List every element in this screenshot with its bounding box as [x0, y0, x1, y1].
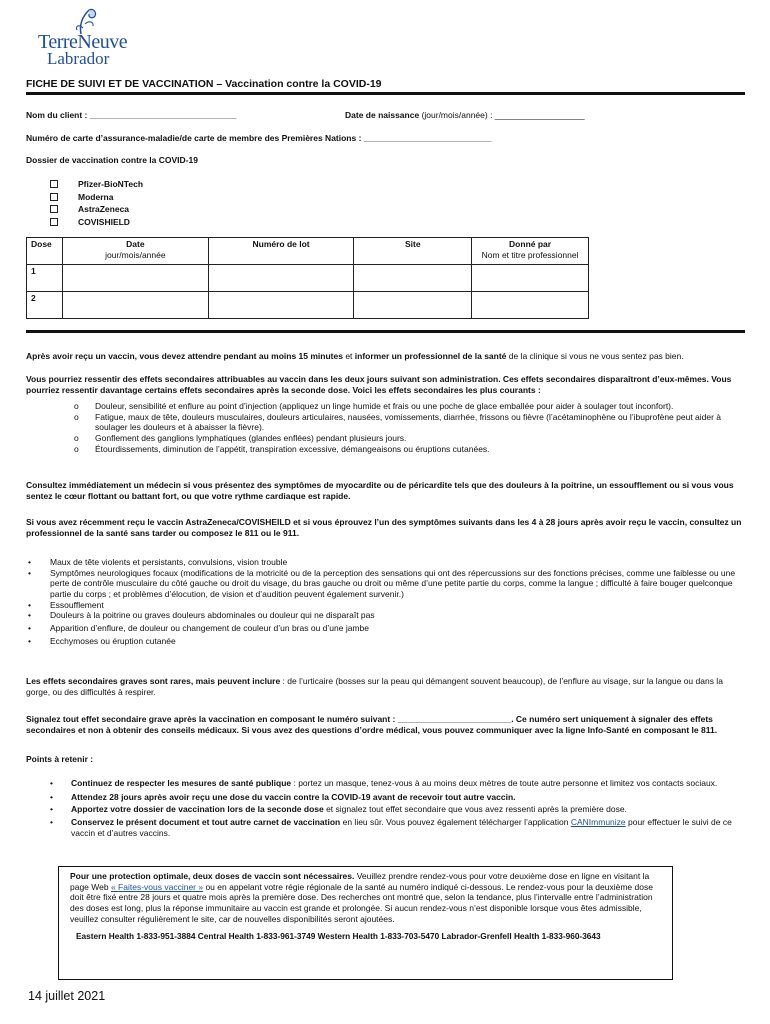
dose-number: 2	[27, 292, 63, 319]
list-item: • Maux de tête violents et persistants, convulsions, vision trouble	[28, 557, 288, 567]
vaccination-record-heading: Dossier de vaccination contre la COVID-19	[26, 155, 198, 165]
table-row	[27, 292, 589, 319]
list-item: • Continuez de respecter les mesures de santé publique : portez un masque, tenez-vous à au moins deux mètres de toute autre personne et limitez vos contacts sociaux.	[50, 778, 718, 788]
list-item: • Ecchymoses ou éruption cutanée	[28, 636, 176, 647]
list-item: o Gonflement des ganglions lymphatiques (glandes enflées) pendant plusieurs jours.	[74, 432, 407, 443]
date-cell[interactable]	[62, 265, 208, 292]
report-paragraph: Signalez tout effet secondaire grave après la vaccination en composant le numéro suivant : ________________________. Ce numéro sert uniquement à signaler des effets secondaires et non à obtenir des conseils médicaux. Si vous avez des questions d’ordre médical, vous pouvez communiquer avec la ligne Info-Santé en composant le 811.	[26, 714, 718, 735]
header-lot: Numéro de lot	[208, 238, 354, 265]
symptoms-list	[26, 557, 748, 647]
notice-text: Pour une protection optimale, deux doses de vaccin sont nécessaires. Veuillez prendre rendez-vous pour votre deuxième dose en ligne en visitant la page Web « Faites-vous vacciner » ou en appelant votre régie régionale de la santé au numéro indiqué ci-dessous. Le rendez-vous pour la deuxième dose doit être fixé entre 28 jours et quatre mois après la première dose. Des recherches ont montré que, selon la tendance, plus l’intervalle entre l’administration des doses est long, plus la réponse immunitaire au vaccin est grande et prolongée. Si aucun rendez-vous n’est disponible lorsque vous êtes admissible, veuillez consulter régulièrement le site, car de nouvelles disponibilités seront ajoutées.	[70, 871, 653, 924]
dob-format: (jour/mois/année) : ___________________	[421, 110, 585, 120]
list-item: o Étourdissements, diminution de l’appétit, transpiration excessive, démangeaisons ou éruptions cutanées.	[74, 443, 490, 454]
vaccine-option[interactable]	[50, 178, 143, 191]
points-heading: Points à retenir :	[26, 754, 94, 764]
list-item: • Attendez 28 jours après avoir reçu une dose du vaccin contre la COVID-19 avant de recevoir tout autre vaccin.	[50, 791, 516, 802]
header-given-by: Donné par Nom et titre professionnel	[472, 238, 589, 265]
vaccine-option[interactable]	[50, 203, 143, 216]
astrazeneca-paragraph: Si vous avez récemment reçu le vaccin AstraZeneca/COVISHEILD et si vous éprouvez l’un des symptômes suivants dans les 4 à 28 jours après avoir reçu le vaccin, consultez un professionnel de la santé sans tarder ou composez le 811 ou le 911.	[26, 517, 742, 538]
canimmunize-link[interactable]: CANImmunize	[570, 816, 626, 827]
myocarditis-paragraph: Consultez immédiatement un médecin si vous présentez des symptômes de myocardite ou de péricardite tels que des douleurs à la poitrine, un essoufflement ou si vous vous sentez le cœur flottant ou battant fort, ou que votre rythme cardiaque est rapide.	[26, 480, 734, 501]
checkbox-icon[interactable]	[50, 205, 58, 213]
list-item: • Symptômes neurologiques focaux (modifications de la motricité ou de la perception des sensations qui ont des répercussions sur des fonctions précises, comme une faiblesse ou une perte de contrôle musculaire du côté gauche ou droit du visage, du bras gauche ou droit ou même d’une petite partie du corps, comme la langue ; difficulté à faire bouger quelconque partie du corps ; et problèmes d’élocution, de vision et d’audition peuvent également survenir.)	[28, 567, 736, 599]
list-item: o Douleur, sensibilité et enflure au point d’injection (appliquez un linge humide et frais ou une poche de glace emballée pour aider à soulager tout inconfort).	[74, 401, 674, 411]
logo-line2: Labrador	[47, 49, 110, 68]
site-cell[interactable]	[354, 292, 472, 319]
given-by-cell[interactable]	[472, 265, 589, 292]
vaccine-label: Pfizer-BioNTech	[78, 178, 144, 189]
header-dose: Dose	[27, 238, 63, 265]
province-logo	[33, 6, 138, 68]
regional-health-phones: Eastern Health 1-833-951-3884 Central Health 1-833-961-3749 Western Health 1-833-703-5470 Labrador-Grenfell Health 1-833-960-3643	[76, 931, 601, 942]
get-vaccinated-link[interactable]: « Faites-vous vacciner »	[110, 881, 204, 892]
header-date: Date jour/mois/année	[62, 238, 208, 265]
logo-line1: TerreNeuve	[38, 31, 128, 53]
vaccine-option[interactable]	[50, 191, 143, 204]
list-item: • Essoufflement	[28, 599, 104, 610]
lot-cell[interactable]	[208, 265, 354, 292]
table-header-row	[27, 238, 589, 265]
table-row	[27, 265, 589, 292]
title-rule	[26, 92, 745, 95]
list-item: • Apportez votre dossier de vaccination lors de la seconde dose et signalez tout effet secondaire que vous avez ressenti après la première dose.	[50, 804, 627, 815]
client-name-field[interactable]: Nom du client : _______________________________	[26, 110, 237, 120]
header-site: Site	[354, 238, 472, 265]
dob-label: Date de naissance	[345, 110, 420, 120]
vaccine-option[interactable]	[50, 216, 143, 229]
list-item: • Apparition d’enflure, de douleur ou changement de couleur d’un bras ou d’une jambe	[28, 622, 369, 633]
dose-number: 1	[27, 265, 63, 292]
document-title: FICHE DE SUIVI ET DE VACCINATION – Vaccination contre la COVID-19	[26, 78, 382, 90]
dose-table	[26, 237, 589, 319]
health-card-field[interactable]: Numéro de carte d’assurance-maladie/de carte de membre des Premières Nations : ___________________________	[26, 133, 492, 143]
common-side-effects-list	[26, 401, 748, 454]
second-dose-notice	[58, 866, 673, 980]
list-item: • Conservez le présent document et tout autre carnet de vaccination en lieu sûr. Vous pouvez également télécharger l’application CANImmunize pour effectuer le suivi de ce vaccin et d’autres vaccins.	[50, 816, 732, 838]
side-effects-paragraph: Vous pourriez ressentir des effets secondaires attribuables au vaccin dans les deux jours suivant son administration. Ces effets secondaires disparaîtront d’eux-mêmes. Vous pourriez ressentir davantage certains effets secondaires après la seconde dose. Voici les effets secondaires les plus courants :	[26, 374, 732, 395]
vaccine-checklist	[50, 178, 143, 228]
vaccine-label: AstraZeneca	[78, 204, 130, 215]
vaccine-label: COVISHIELD	[78, 216, 130, 227]
serious-effects-paragraph: Les effets secondaires graves sont rares, mais peuvent inclure : de l’urticaire (bosses sur la peau qui démangent souvent beaucoup), de l’enflure au visage, sur la langue ou dans la gorge, ou des difficultés à respirer.	[26, 676, 723, 697]
lot-cell[interactable]	[208, 292, 354, 319]
checkbox-icon[interactable]	[50, 193, 58, 201]
given-by-cell[interactable]	[472, 292, 589, 319]
list-item: • Douleurs à la poitrine ou graves douleurs abdominales ou douleur qui ne disparaît pas	[28, 610, 375, 621]
date-cell[interactable]	[62, 292, 208, 319]
site-cell[interactable]	[354, 265, 472, 292]
checkbox-icon[interactable]	[50, 180, 58, 188]
points-list	[26, 778, 748, 838]
document-date: 14 juillet 2021	[28, 989, 106, 1003]
checkbox-icon[interactable]	[50, 218, 58, 226]
section-rule	[26, 330, 745, 333]
vaccine-label: Moderna	[78, 191, 114, 202]
date-of-birth-field[interactable]	[345, 110, 585, 121]
wait-paragraph: Après avoir reçu un vaccin, vous devez attendre pendant au moins 15 minutes et informer un professionnel de la santé de la clinique si vous ne vous sentez pas bien.	[26, 351, 684, 361]
list-item: o Fatigue, maux de tête, douleurs musculaires, douleurs articulaires, nausées, vomissements, diarrhée, frissons ou fièvre (l’acétaminophène ou l’ibuprofène peut aider à soulager les douleurs et à abaisser la fièvre).	[74, 411, 722, 433]
